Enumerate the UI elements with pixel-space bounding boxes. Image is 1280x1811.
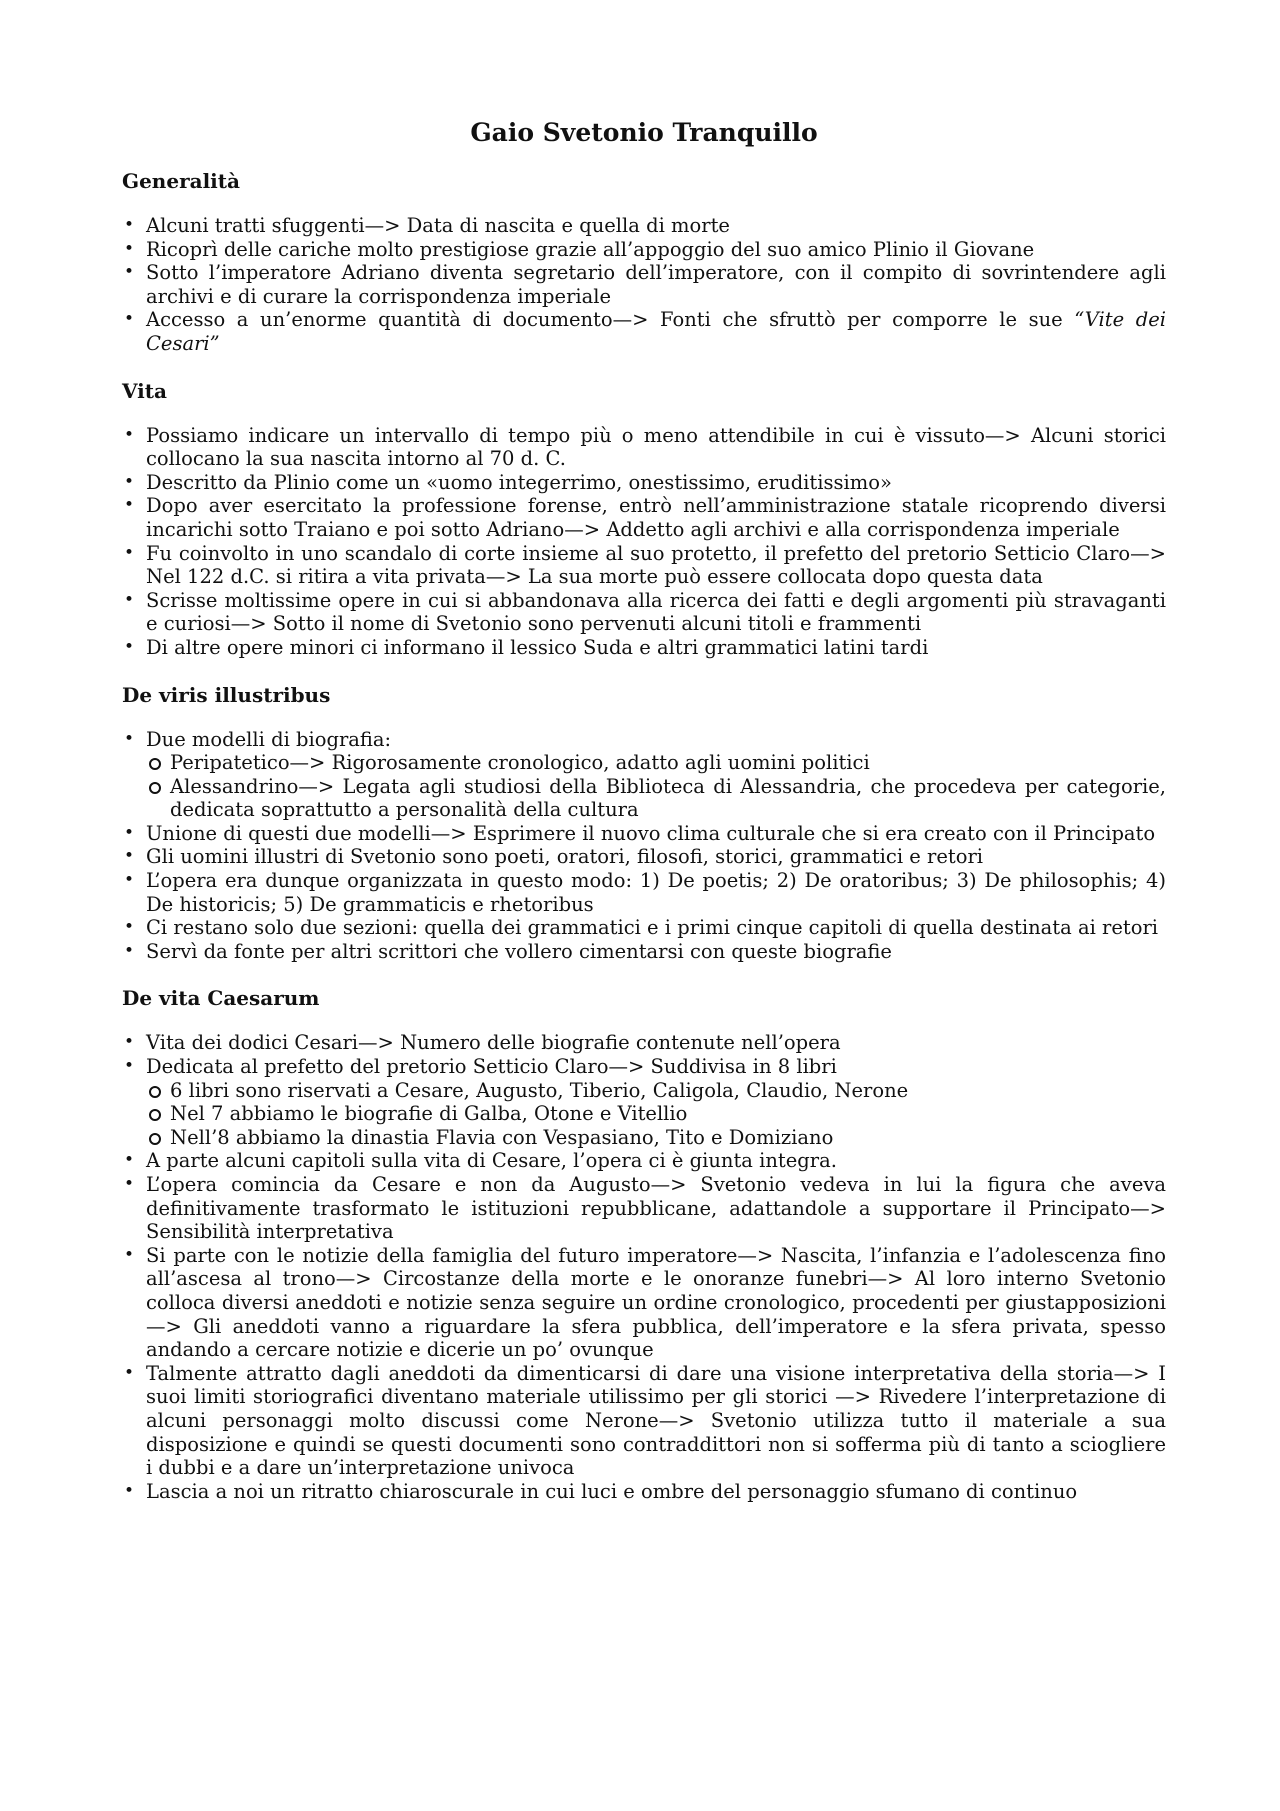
list-item	[122, 728, 1166, 822]
section-heading-vita: Vita	[122, 378, 167, 403]
list-item: • Di altre opere minori ci informano il lessico Suda e altri grammatici latini tardi	[122, 636, 1166, 660]
generalita-list	[122, 214, 1166, 356]
list-item: • Dopo aver esercitato la professione forense, entrò nell’amministrazione statale ricoprendo diversi incarichi sotto Traiano e poi sotto Adriano—> Addetto agli archivi e alla corrispondenza imperiale	[122, 494, 1166, 541]
list-item: • Vita dei dodici Cesari—> Numero delle biografie contenute nell’opera	[122, 1031, 1166, 1055]
sublist-item: Nel 7 abbiamo le biografie di Galba, Otone e Vitellio	[146, 1102, 1166, 1126]
section-heading-caesarum: De vita Caesarum	[122, 986, 320, 1011]
list-item: • A parte alcuni capitoli sulla vita di Cesare, l’opera ci è giunta integra.	[122, 1149, 1166, 1173]
list-item: • Gli uomini illustri di Svetonio sono poeti, oratori, filosofi, storici, grammatici e retori	[122, 845, 1166, 869]
list-item-text: Accesso a un’enorme quantità di documento—> Fonti che sfruttò per comporre le sue	[146, 308, 1075, 332]
document-page	[122, 118, 1166, 1525]
sublist-item: Peripatetico—> Rigorosamente cronologico, adatto agli uomini politici	[146, 751, 1166, 775]
list-item: • Unione di questi due modelli—> Esprimere il nuovo clima culturale che si era creato con il Principato	[122, 822, 1166, 846]
list-item-text: Dedicata al prefetto del pretorio Setticio Claro—> Suddivisa in 8 libri	[146, 1055, 837, 1079]
list-item: • Sotto l’imperatore Adriano diventa segretario dell’imperatore, con il compito di sovrintendere agli archivi e di curare la corrispondenza imperiale	[122, 261, 1166, 308]
sublist	[146, 1079, 1166, 1150]
list-item: • L’opera era dunque organizzata in questo modo: 1) De poetis; 2) De oratoribus; 3) De philosophis; 4) De historicis; 5) De grammaticis e rhetoribus	[122, 869, 1166, 916]
list-item: • Si parte con le notizie della famiglia del futuro imperatore—> Nascita, l’infanzia e l’adolescenza fino all’ascesa al trono—> Circostanze della morte e le onoranze funebri—> Al loro interno Svetonio colloca diversi aneddoti e notizie senza seguire un ordine cronologico, procedenti per giustapposizioni—> Gli aneddoti vanno a riguardare la sfera pubblica, dell’imperatore e la sfera privata, spesso andando a cercare notizie e dicerie un po’ ovunque	[122, 1244, 1166, 1362]
list-item: • Lascia a noi un ritratto chiaroscurale in cui luci e ombre del personaggio sfumano di continuo	[122, 1480, 1166, 1504]
list-item: • Fu coinvolto in uno scandalo di corte insieme al suo protetto, il prefetto del pretorio Setticio Claro—> Nel 122 d.C. si ritira a vita privata—> La sua morte può essere collocata dopo questa data	[122, 542, 1166, 589]
list-item: • Alcuni tratti sfuggenti—> Data di nascita e quella di morte	[122, 214, 1166, 238]
viris-list	[122, 728, 1166, 964]
list-item: • Possiamo indicare un intervallo di tempo più o meno attendibile in cui è vissuto—> Alcuni storici collocano la sua nascita intorno al 70 d. C.	[122, 424, 1166, 471]
list-item	[122, 308, 1166, 355]
sublist-item: Nell’8 abbiamo la dinastia Flavia con Vespasiano, Tito e Domiziano	[146, 1126, 1166, 1150]
list-item: • Descritto da Plinio come un «uomo integerrimo, onestissimo, eruditissimo»	[122, 471, 1166, 495]
list-item: • Talmente attratto dagli aneddoti da dimenticarsi di dare una visione interpretativa della storia—> I suoi limiti storiografici diventano materiale utilissimo per gli storici —> Rivedere l’interpretazione di alcuni personaggi molto discussi come Nerone—> Svetonio utilizza tutto il materiale a sua disposizione e quindi se questi documenti sono contraddittori non si sofferma più di tanto a sciogliere i dubbi e a dare un’interpretazione univoca	[122, 1362, 1166, 1480]
sublist-item: 6 libri sono riservati a Cesare, Augusto, Tiberio, Caligola, Claudio, Nerone	[146, 1079, 1166, 1103]
list-item: • Ricoprì delle cariche molto prestigiose grazie all’appoggio del suo amico Plinio il Giovane	[122, 238, 1166, 262]
list-item: • Servì da fonte per altri scrittori che vollero cimentarsi con queste biografie	[122, 940, 1166, 964]
list-item: • Scrisse moltissime opere in cui si abbandonava alla ricerca dei fatti e degli argomenti più stravaganti e curiosi—> Sotto il nome di Svetonio sono pervenuti alcuni titoli e frammenti	[122, 589, 1166, 636]
section-heading-viris: De viris illustribus	[122, 682, 331, 707]
section-heading-generalita: Generalità	[122, 169, 240, 193]
vita-list	[122, 424, 1166, 660]
document-title: Gaio Svetonio Tranquillo	[470, 118, 818, 147]
list-item	[122, 1055, 1166, 1149]
work-title-italic: “Vite dei Cesari”	[146, 308, 1167, 355]
caesarum-list	[122, 1031, 1166, 1503]
sublist-item: Alessandrino—> Legata agli studiosi della Biblioteca di Alessandria, che procedeva per categorie, dedicata soprattutto a personalità della cultura	[146, 775, 1166, 822]
list-item: • L’opera comincia da Cesare e non da Augusto—> Svetonio vedeva in lui la figura che aveva definitivamente trasformato le istituzioni repubblicane, adattandole a supportare il Principato—> Sensibilità interpretativa	[122, 1173, 1166, 1244]
list-item-text: Due modelli di biografia:	[146, 727, 392, 751]
sublist	[146, 751, 1166, 822]
list-item: • Ci restano solo due sezioni: quella dei grammatici e i primi cinque capitoli di quella destinata ai retori	[122, 916, 1166, 940]
